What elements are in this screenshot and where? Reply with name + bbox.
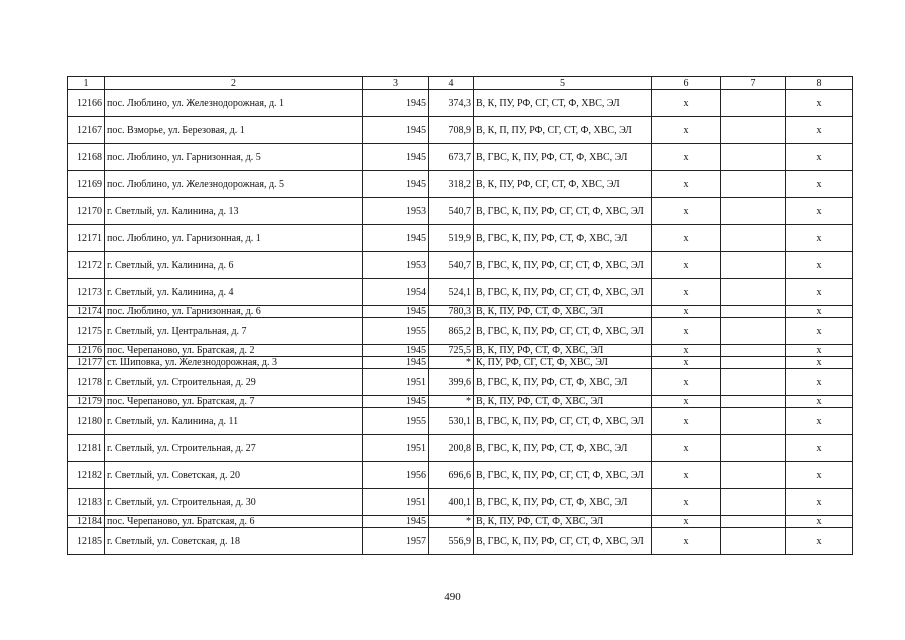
table-body: [68, 90, 853, 555]
address-cell: пос. Люблино, ул. Железнодорожная, д. 1: [105, 90, 363, 117]
area-cell: 540,7: [429, 252, 474, 279]
area-cell: *: [429, 396, 474, 408]
equipment-cell: В, ГВС, К, ПУ, РФ, СГ, СТ, Ф, ХВС, ЭЛ: [474, 318, 652, 345]
address-cell: г. Светлый, ул. Калинина, д. 11: [105, 408, 363, 435]
table-row: [68, 198, 853, 225]
column-8-mark-cell: x: [786, 198, 853, 225]
year-cell: 1953: [363, 198, 429, 225]
address-cell: ст. Шиповка, ул. Железнодорожная, д. 3: [105, 357, 363, 369]
table-row: [68, 306, 853, 318]
table-row: [68, 345, 853, 357]
address-cell: г. Светлый, ул. Советская, д. 20: [105, 462, 363, 489]
row-number-cell: 12182: [68, 462, 105, 489]
column-7-cell: [721, 435, 786, 462]
column-header: 2: [105, 77, 363, 90]
area-cell: 530,1: [429, 408, 474, 435]
area-cell: 400,1: [429, 489, 474, 516]
table-row: [68, 171, 853, 198]
column-6-mark-cell: x: [652, 489, 721, 516]
area-cell: 524,1: [429, 279, 474, 306]
column-header: 1: [68, 77, 105, 90]
row-number-cell: 12176: [68, 345, 105, 357]
table-row: [68, 462, 853, 489]
year-cell: 1954: [363, 279, 429, 306]
table-row: [68, 408, 853, 435]
column-8-mark-cell: x: [786, 408, 853, 435]
column-7-cell: [721, 345, 786, 357]
column-6-mark-cell: x: [652, 198, 721, 225]
equipment-cell: В, ГВС, К, ПУ, РФ, СГ, СТ, Ф, ХВС, ЭЛ: [474, 528, 652, 555]
column-7-cell: [721, 144, 786, 171]
year-cell: 1957: [363, 528, 429, 555]
row-number-cell: 12184: [68, 516, 105, 528]
column-8-mark-cell: x: [786, 369, 853, 396]
column-8-mark-cell: x: [786, 345, 853, 357]
column-6-mark-cell: x: [652, 357, 721, 369]
column-7-cell: [721, 225, 786, 252]
column-6-mark-cell: x: [652, 345, 721, 357]
row-number-cell: 12185: [68, 528, 105, 555]
equipment-cell: В, ГВС, К, ПУ, РФ, СГ, СТ, Ф, ХВС, ЭЛ: [474, 408, 652, 435]
address-cell: г. Светлый, ул. Калинина, д. 6: [105, 252, 363, 279]
column-6-mark-cell: x: [652, 396, 721, 408]
address-cell: пос. Люблино, ул. Гарнизонная, д. 1: [105, 225, 363, 252]
column-7-cell: [721, 279, 786, 306]
row-number-cell: 12170: [68, 198, 105, 225]
column-7-cell: [721, 489, 786, 516]
table-row: [68, 396, 853, 408]
area-cell: 318,2: [429, 171, 474, 198]
table-row: [68, 489, 853, 516]
column-8-mark-cell: x: [786, 279, 853, 306]
row-number-cell: 12171: [68, 225, 105, 252]
year-cell: 1945: [363, 306, 429, 318]
area-cell: 865,2: [429, 318, 474, 345]
address-cell: пос. Черепаново, ул. Братская, д. 6: [105, 516, 363, 528]
equipment-cell: В, ГВС, К, ПУ, РФ, СТ, Ф, ХВС, ЭЛ: [474, 144, 652, 171]
table-row: [68, 144, 853, 171]
equipment-cell: В, К, ПУ, РФ, СГ, СТ, Ф, ХВС, ЭЛ: [474, 171, 652, 198]
equipment-cell: В, ГВС, К, ПУ, РФ, СТ, Ф, ХВС, ЭЛ: [474, 435, 652, 462]
row-number-cell: 12180: [68, 408, 105, 435]
equipment-cell: В, К, ПУ, РФ, СГ, СТ, Ф, ХВС, ЭЛ: [474, 90, 652, 117]
column-6-mark-cell: x: [652, 90, 721, 117]
row-number-cell: 12168: [68, 144, 105, 171]
table-row: [68, 279, 853, 306]
year-cell: 1955: [363, 408, 429, 435]
year-cell: 1945: [363, 345, 429, 357]
row-number-cell: 12166: [68, 90, 105, 117]
address-cell: пос. Люблино, ул. Гарнизонная, д. 5: [105, 144, 363, 171]
column-7-cell: [721, 171, 786, 198]
equipment-cell: К, ПУ, РФ, СГ, СТ, Ф, ХВС, ЭЛ: [474, 357, 652, 369]
column-7-cell: [721, 90, 786, 117]
area-cell: 399,6: [429, 369, 474, 396]
row-number-cell: 12174: [68, 306, 105, 318]
year-cell: 1945: [363, 90, 429, 117]
column-6-mark-cell: x: [652, 318, 721, 345]
year-cell: 1945: [363, 171, 429, 198]
column-header: 3: [363, 77, 429, 90]
column-8-mark-cell: x: [786, 90, 853, 117]
address-cell: пос. Черепаново, ул. Братская, д. 2: [105, 345, 363, 357]
equipment-cell: В, ГВС, К, ПУ, РФ, СТ, Ф, ХВС, ЭЛ: [474, 225, 652, 252]
column-header: 4: [429, 77, 474, 90]
column-header: 6: [652, 77, 721, 90]
column-7-cell: [721, 396, 786, 408]
column-8-mark-cell: x: [786, 225, 853, 252]
column-6-mark-cell: x: [652, 225, 721, 252]
equipment-cell: В, К, ПУ, РФ, СТ, Ф, ХВС, ЭЛ: [474, 306, 652, 318]
address-cell: г. Светлый, ул. Строительная, д. 27: [105, 435, 363, 462]
year-cell: 1955: [363, 318, 429, 345]
column-7-cell: [721, 117, 786, 144]
row-number-cell: 12179: [68, 396, 105, 408]
address-cell: г. Светлый, ул. Калинина, д. 13: [105, 198, 363, 225]
column-6-mark-cell: x: [652, 528, 721, 555]
column-8-mark-cell: x: [786, 462, 853, 489]
area-cell: 556,9: [429, 528, 474, 555]
row-number-cell: 12175: [68, 318, 105, 345]
column-8-mark-cell: x: [786, 489, 853, 516]
column-6-mark-cell: x: [652, 369, 721, 396]
area-cell: 519,9: [429, 225, 474, 252]
column-header: 7: [721, 77, 786, 90]
column-8-mark-cell: x: [786, 396, 853, 408]
table-row: [68, 90, 853, 117]
year-cell: 1945: [363, 117, 429, 144]
row-number-cell: 12169: [68, 171, 105, 198]
column-7-cell: [721, 252, 786, 279]
table-row: [68, 357, 853, 369]
row-number-cell: 12173: [68, 279, 105, 306]
area-cell: 200,8: [429, 435, 474, 462]
area-cell: 780,3: [429, 306, 474, 318]
area-cell: 725,5: [429, 345, 474, 357]
equipment-cell: В, ГВС, К, ПУ, РФ, СГ, СТ, Ф, ХВС, ЭЛ: [474, 198, 652, 225]
year-cell: 1956: [363, 462, 429, 489]
column-6-mark-cell: x: [652, 117, 721, 144]
address-cell: пос. Взморье, ул. Березовая, д. 1: [105, 117, 363, 144]
column-8-mark-cell: x: [786, 435, 853, 462]
area-cell: 696,6: [429, 462, 474, 489]
row-number-cell: 12177: [68, 357, 105, 369]
address-cell: пос. Люблино, ул. Железнодорожная, д. 5: [105, 171, 363, 198]
table-row: [68, 252, 853, 279]
table-row: [68, 435, 853, 462]
year-cell: 1945: [363, 516, 429, 528]
address-cell: пос. Черепаново, ул. Братская, д. 7: [105, 396, 363, 408]
equipment-cell: В, К, П, ПУ, РФ, СГ, СТ, Ф, ХВС, ЭЛ: [474, 117, 652, 144]
column-8-mark-cell: x: [786, 528, 853, 555]
column-6-mark-cell: x: [652, 516, 721, 528]
area-cell: 540,7: [429, 198, 474, 225]
column-6-mark-cell: x: [652, 435, 721, 462]
equipment-cell: В, К, ПУ, РФ, СТ, Ф, ХВС, ЭЛ: [474, 516, 652, 528]
year-cell: 1953: [363, 252, 429, 279]
column-6-mark-cell: x: [652, 306, 721, 318]
table-row: [68, 516, 853, 528]
address-cell: г. Светлый, ул. Калинина, д. 4: [105, 279, 363, 306]
row-number-cell: 12181: [68, 435, 105, 462]
column-8-mark-cell: x: [786, 516, 853, 528]
column-7-cell: [721, 306, 786, 318]
column-6-mark-cell: x: [652, 252, 721, 279]
column-6-mark-cell: x: [652, 171, 721, 198]
area-cell: *: [429, 357, 474, 369]
area-cell: 708,9: [429, 117, 474, 144]
column-number-row: [68, 77, 853, 90]
page-number: 490: [444, 591, 461, 603]
equipment-cell: В, ГВС, К, ПУ, РФ, СТ, Ф, ХВС, ЭЛ: [474, 489, 652, 516]
column-7-cell: [721, 408, 786, 435]
address-cell: г. Светлый, ул. Центральная, д. 7: [105, 318, 363, 345]
column-7-cell: [721, 357, 786, 369]
column-8-mark-cell: x: [786, 318, 853, 345]
column-7-cell: [721, 318, 786, 345]
column-6-mark-cell: x: [652, 408, 721, 435]
equipment-cell: В, К, ПУ, РФ, СТ, Ф, ХВС, ЭЛ: [474, 396, 652, 408]
row-number-cell: 12183: [68, 489, 105, 516]
table-row: [68, 318, 853, 345]
address-cell: г. Светлый, ул. Строительная, д. 29: [105, 369, 363, 396]
address-cell: г. Светлый, ул. Советская, д. 18: [105, 528, 363, 555]
area-cell: 673,7: [429, 144, 474, 171]
column-8-mark-cell: x: [786, 144, 853, 171]
table-row: [68, 225, 853, 252]
year-cell: 1951: [363, 489, 429, 516]
equipment-cell: В, ГВС, К, ПУ, РФ, СГ, СТ, Ф, ХВС, ЭЛ: [474, 462, 652, 489]
area-cell: *: [429, 516, 474, 528]
column-8-mark-cell: x: [786, 171, 853, 198]
year-cell: 1951: [363, 369, 429, 396]
equipment-cell: В, К, ПУ, РФ, СТ, Ф, ХВС, ЭЛ: [474, 345, 652, 357]
column-6-mark-cell: x: [652, 144, 721, 171]
column-8-mark-cell: x: [786, 117, 853, 144]
column-7-cell: [721, 369, 786, 396]
year-cell: 1945: [363, 396, 429, 408]
column-7-cell: [721, 528, 786, 555]
column-7-cell: [721, 462, 786, 489]
row-number-cell: 12172: [68, 252, 105, 279]
column-7-cell: [721, 516, 786, 528]
year-cell: 1945: [363, 357, 429, 369]
year-cell: 1945: [363, 144, 429, 171]
housing-registry-table: [67, 76, 853, 555]
equipment-cell: В, ГВС, К, ПУ, РФ, СГ, СТ, Ф, ХВС, ЭЛ: [474, 252, 652, 279]
area-cell: 374,3: [429, 90, 474, 117]
year-cell: 1951: [363, 435, 429, 462]
column-header: 5: [474, 77, 652, 90]
column-header: 8: [786, 77, 853, 90]
column-8-mark-cell: x: [786, 357, 853, 369]
year-cell: 1945: [363, 225, 429, 252]
equipment-cell: В, ГВС, К, ПУ, РФ, СГ, СТ, Ф, ХВС, ЭЛ: [474, 279, 652, 306]
row-number-cell: 12167: [68, 117, 105, 144]
table-row: [68, 369, 853, 396]
column-6-mark-cell: x: [652, 279, 721, 306]
column-7-cell: [721, 198, 786, 225]
column-6-mark-cell: x: [652, 462, 721, 489]
table-row: [68, 117, 853, 144]
address-cell: г. Светлый, ул. Строительная, д. 30: [105, 489, 363, 516]
address-cell: пос. Люблино, ул. Гарнизонная, д. 6: [105, 306, 363, 318]
row-number-cell: 12178: [68, 369, 105, 396]
column-8-mark-cell: x: [786, 306, 853, 318]
column-8-mark-cell: x: [786, 252, 853, 279]
equipment-cell: В, ГВС, К, ПУ, РФ, СТ, Ф, ХВС, ЭЛ: [474, 369, 652, 396]
table-row: [68, 528, 853, 555]
